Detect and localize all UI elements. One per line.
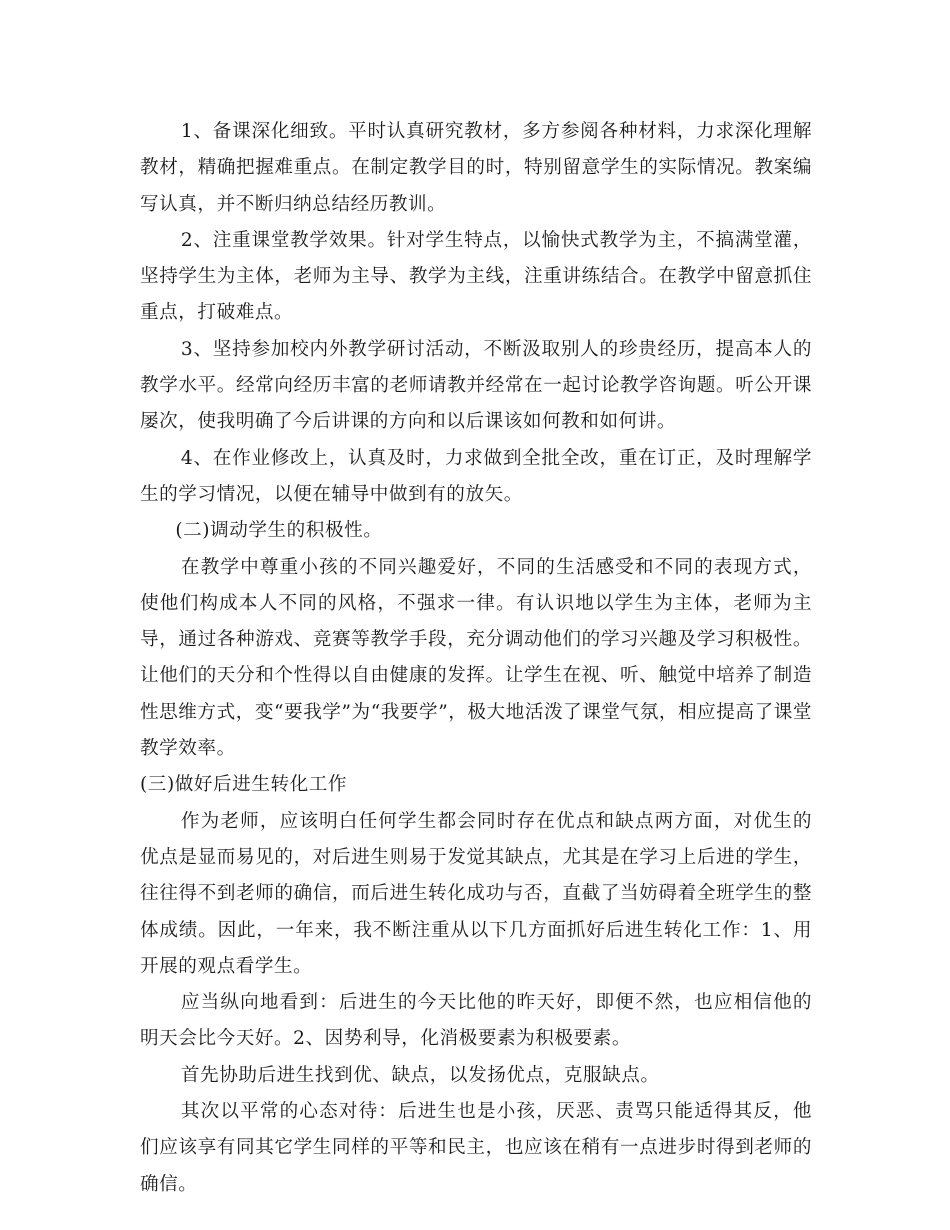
paragraph-student-motivation: 在教学中尊重小孩的不同兴趣爱好，不同的生活感受和不同的表现方式，使他们构成本人不同的风格，不强求一律。有认识地以学生为主体，老师为主导，通过各种游戏、竞赛等教学手段，充分调动他们的学习兴趣及学习积极性。让他们的天分和个性得以自由健康的发挥。让学生在视、听、触觉中培养了制造性思维方式，变“要我学”为“我要学”，极大地活泼了课堂气氛，相应提高了课堂教学效率。 — [140, 556, 812, 760]
paragraph-homework-correction: 4、在作业修改上，认真及时，力求做到全批全改，重在订正，及时理解学生的学习情况，以便在辅导中做到有的放矢。 — [140, 447, 812, 505]
paragraph-calm-attitude: 其次以平常的心态对待：后进生也是小孩，厌恶、责骂只能适得其反，他们应该享有同其它学生同样的平等和民主，也应该在稍有一点进步时得到老师的确信。 — [140, 1101, 812, 1195]
paragraph-longitudinal-view: 应当纵向地看到：后进生的今天比他的昨天好，即便不然，也应相信他的明天会比今天好。2、因势利导，化消极要素为积极要素。 — [140, 992, 812, 1050]
paragraph-classroom-effect: 2、注重课堂教学效果。针对学生特点，以愉快式教学为主，不搞满堂灌，坚持学生为主体，老师为主导、教学为主线，注重讲练结合。在教学中留意抓住重点，打破难点。 — [140, 229, 812, 324]
paragraph-underachiever-overview: 作为老师，应该明白任何学生都会同时存在优点和缺点两方面，对优生的优点是显而易见的，对后进生则易于发觉其缺点，尤其是在学习上后进的学生，往往得不到老师的确信，而后进生转化成功与否，直截了当妨碍着全班学生的整体成绩。因此，一年来，我不断注重从以下几方面抓好后进生转化工作：1、用开展的观点看学生。 — [140, 810, 812, 977]
section-heading-motivation: (二)调动学生的积极性。 — [175, 520, 383, 542]
paragraph-lesson-preparation: 1、备课深化细致。平时认真研究教材，多方参阅各种材料，力求深化理解教材，精确把握难重点。在制定教学目的时，特别留意学生的实际情况。教案编写认真，并不断归纳总结经历教训。 — [140, 121, 812, 215]
paragraph-find-strengths: 首先协助后进生找到优、缺点，以发扬优点，克服缺点。 — [180, 1064, 660, 1086]
section-heading-underachievers: (三)做好后进生转化工作 — [140, 774, 348, 796]
paragraph-teaching-research: 3、坚持参加校内外教学研讨活动，不断汲取别人的珍贵经历，提高本人的教学水平。经常向经历丰富的老师请教并经常在一起讨论教学咨询题。听公开课屡次，使我明确了今后讲课的方向和以后课该如何教和如何讲。 — [140, 338, 812, 433]
document-body — [140, 114, 812, 1203]
